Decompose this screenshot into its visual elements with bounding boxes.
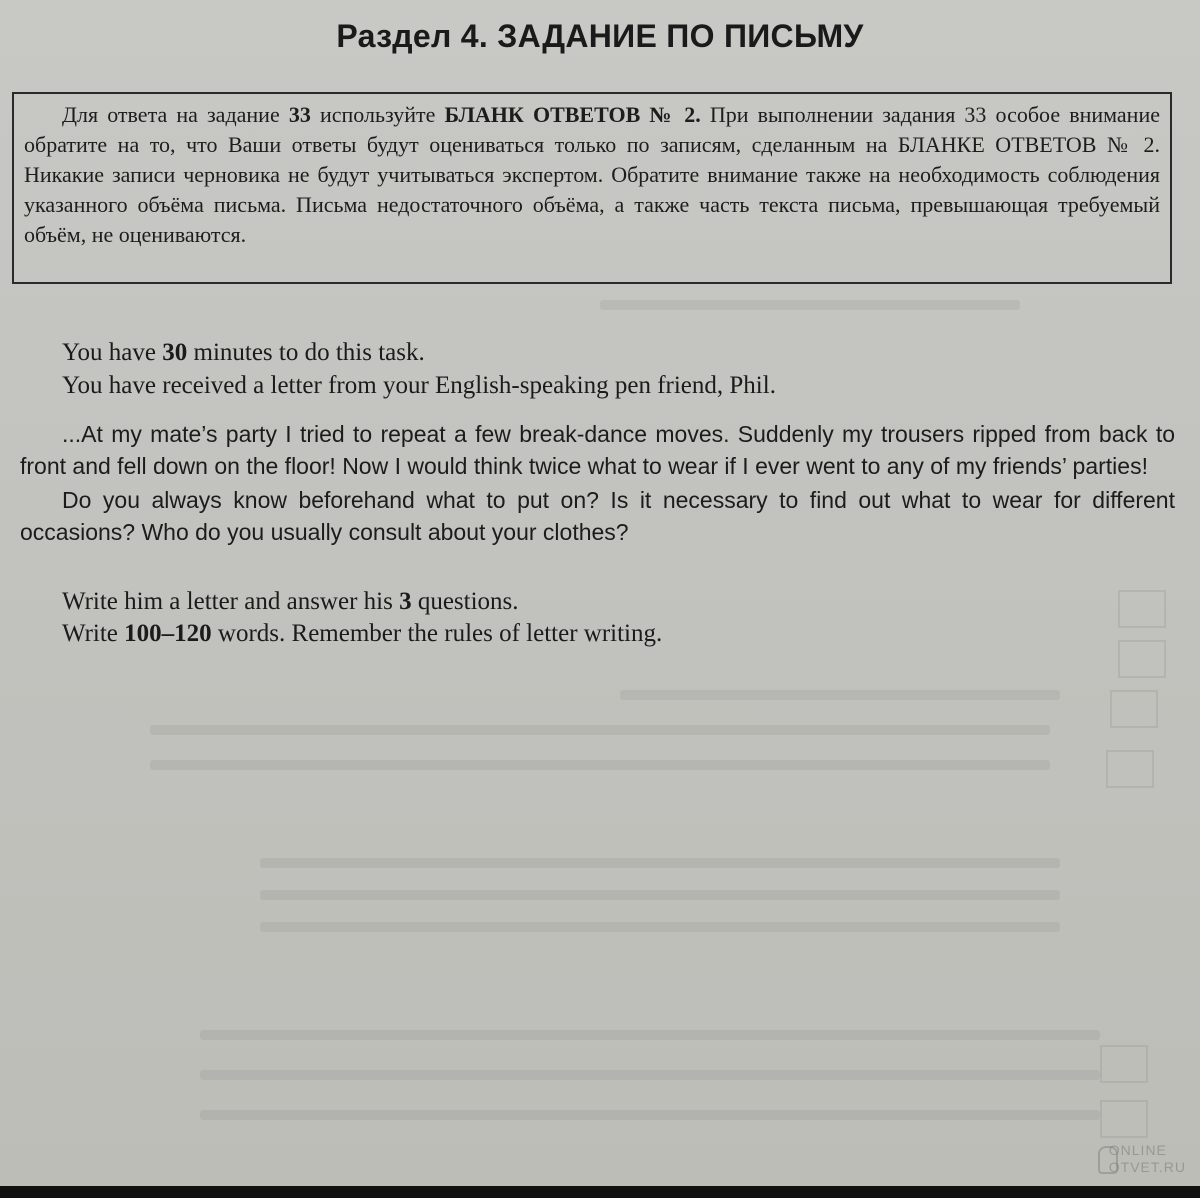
write-line-1 (62, 586, 1172, 618)
write-text: words. Remember the rules of letter writing. (211, 620, 663, 647)
bleed-through-mark (150, 725, 1050, 735)
bleed-through-mark (620, 690, 1060, 700)
time-minutes: 30 (162, 339, 188, 366)
bleed-through-box (1100, 1100, 1148, 1138)
instructions-box (12, 92, 1172, 284)
time-limit (62, 336, 1172, 369)
writing-instructions (62, 586, 1172, 650)
bleed-through-box (1106, 750, 1154, 788)
section-title: Раздел 4. ЗАДАНИЕ ПО ПИСЬМУ (336, 18, 864, 54)
watermark (1109, 1142, 1186, 1176)
answer-form-name: БЛАНК ОТВЕТОВ № 2. (444, 102, 701, 127)
watermark-line: ONLINE (1108, 1142, 1167, 1158)
word-count: 100–120 (124, 620, 212, 647)
instructions-part: При выполнении задания 33 особое внимание обратите на то, что Ваши ответы будут оцениваться только по записям, сделанным на БЛАНКЕ ОТВЕТОВ № 2. Никакие записи черновика не будут учитываться экспертом. Обратите внимание также на необходимость соблюдения указанного объёма письма. Письма недостаточного объёма, а также часть текста письма, превышающая требуемый объём, не оцениваются. (24, 102, 1160, 247)
bleed-through-mark (260, 858, 1060, 868)
write-text: Write him a letter and answer his (62, 588, 400, 615)
task-number: 33 (288, 102, 311, 127)
bleed-through-mark (260, 922, 1060, 932)
pen-friend-letter (20, 418, 1175, 550)
bleed-through-mark (200, 1070, 1100, 1080)
bleed-through-mark (600, 300, 1020, 310)
time-text: minutes to do this task. (187, 339, 425, 366)
write-text: questions. (411, 588, 519, 615)
letter-paragraph-2: Do you always know beforehand what to put on? Is it necessary to find out what to wear for different occasions? Who do you usually consult about your clothes? (20, 487, 1175, 545)
bleed-through-mark (200, 1110, 1100, 1120)
page-bottom-edge (0, 1186, 1200, 1198)
bleed-through-mark (200, 1030, 1100, 1040)
bleed-through-box (1110, 690, 1158, 728)
time-text: You have (62, 339, 163, 366)
task-intro (62, 336, 1172, 402)
instructions-part: используйте (310, 102, 445, 127)
watermark-line: OTVET.RU (1108, 1159, 1186, 1175)
instructions-part: Для ответа на задание (62, 102, 289, 127)
write-text: Write (62, 620, 125, 647)
bleed-through-mark (260, 890, 1060, 900)
questions-count: 3 (399, 588, 412, 615)
bleed-through-mark (150, 760, 1050, 770)
received-line: You have received a letter from your English-speaking pen friend, Phil. (62, 372, 776, 399)
write-line-2 (62, 618, 1172, 650)
instructions-text (24, 100, 1160, 250)
letter-paragraph-1: ...At my mate’s party I tried to repeat a few break-dance moves. Suddenly my trousers ripped from back to front and fell down on the floor! Now I would think twice what to wear if I ever went to any of my friends’ parties! (20, 421, 1175, 479)
bleed-through-box (1100, 1045, 1148, 1083)
